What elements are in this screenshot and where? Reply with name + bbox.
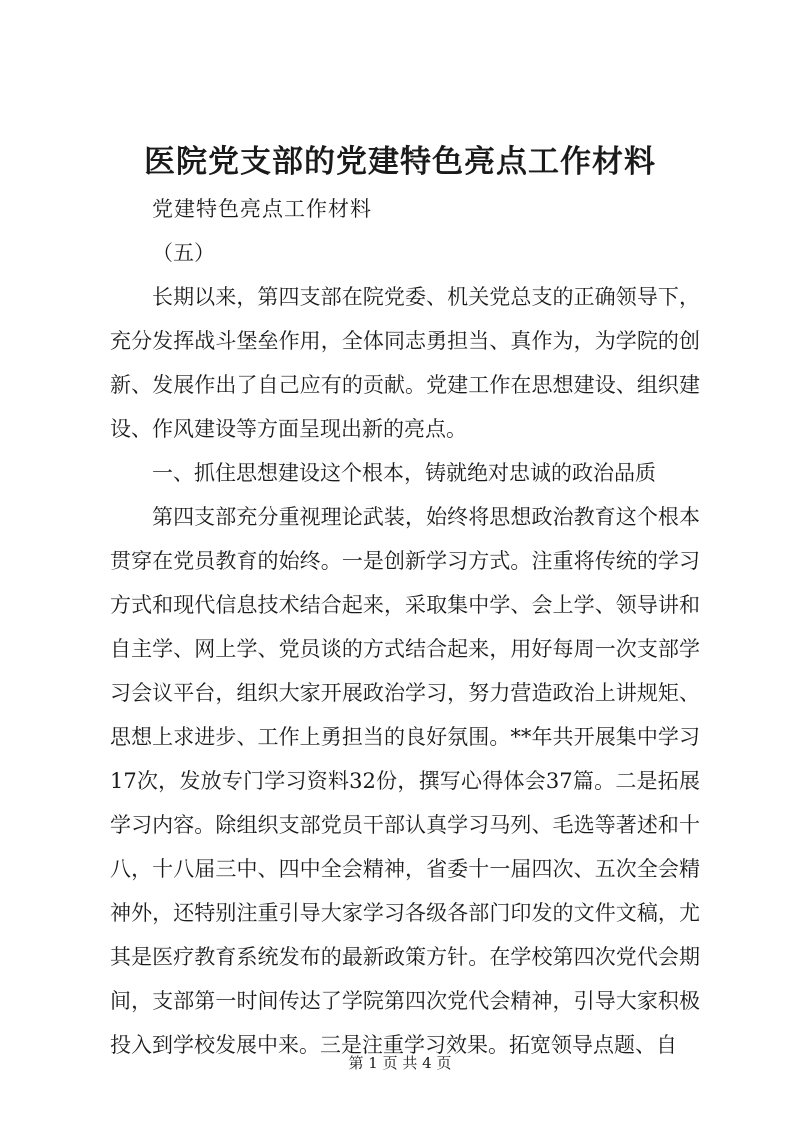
section-number-paragraph: （五）: [152, 241, 215, 265]
document-title: 医院党支部的党建特色亮点工作材料: [144, 144, 656, 180]
subtitle-paragraph: 党建特色亮点工作材料: [152, 197, 372, 221]
intro-paragraph: 长期以来，第四支部在院党委、机关党总支的正确领导下，充分发挥战斗堡垒作用，全体同志勇担当、真作为，为学院的创新、发展作出了自己应有的贡献。党建工作在思想建设、组织建设、作风建设等方面呈现出新的亮点。: [110, 285, 700, 441]
document-body: [110, 187, 700, 1067]
page-number-footer: 第 1 页 共 4 页: [348, 1054, 452, 1072]
section-heading-paragraph: 一、抓住思想建设这个根本，铸就绝对忠诚的政治品质: [152, 461, 656, 485]
body-paragraph: 第四支部充分重视理论武装，始终将思想政治教育这个根本贯穿在党员教育的始终。一是创新学习方式。注重将传统的学习方式和现代信息技术结合起来，采取集中学、会上学、领导讲和自主学、网上学、党员谈的方式结合起来，用好每周一次支部学习会议平台，组织大家开展政治学习，努力营造政治上讲规矩、思想上求进步、工作上勇担当的良好氛围。**年共开展集中学习17次，发放专门学习资料32份，撰写心得体会37篇。二是拓展学习内容。除组织支部党员干部认真学习马列、毛选等著述和十八，十八届三中、四中全会精神，省委十一届四次、五次全会精神外，还特别注重引导大家学习各级各部门印发的文件文稿，尤其是医疗教育系统发布的最新政策方针。在学校第四次党代会期间，支部第一时间传达了学院第四次党代会精神，引导大家积极投入到学校发展中来。三是注重学习效果。拓宽领导点题、自: [110, 505, 700, 1057]
